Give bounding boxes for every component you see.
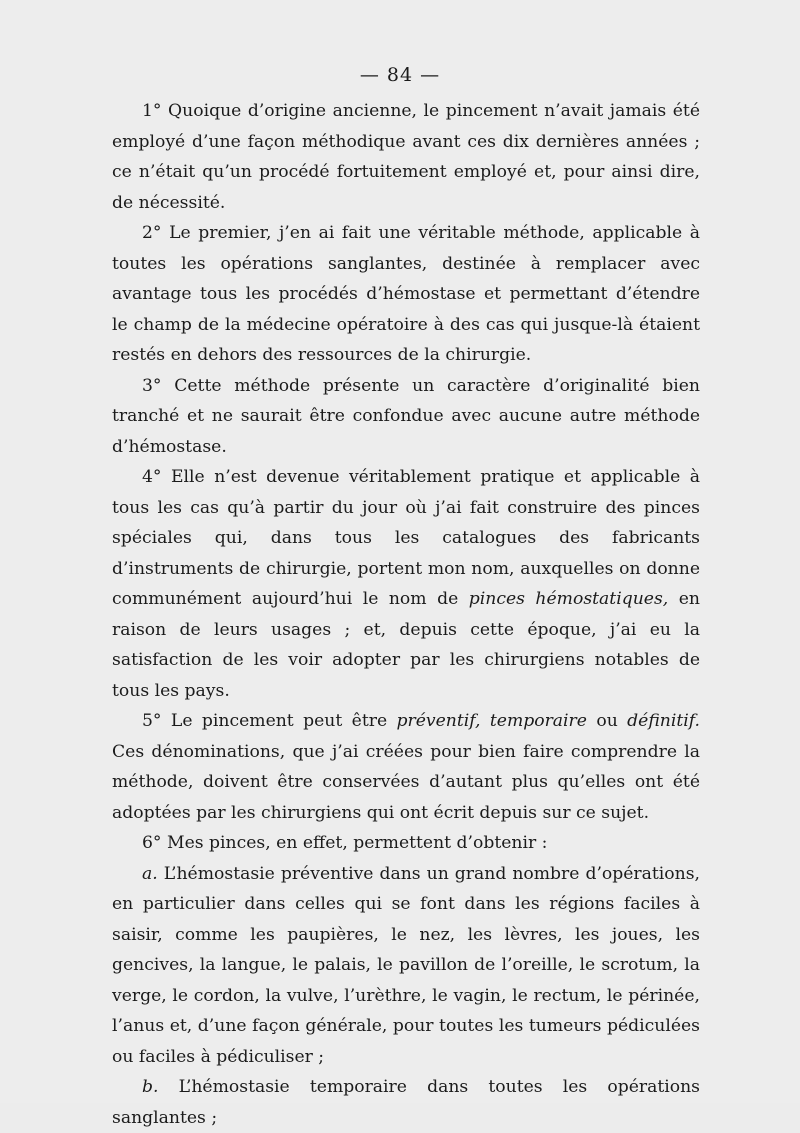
paragraph-3: 3° Cette méthode présente un caractère d’originalité bien tranché et ne saurait être confondue avec aucune autre méthode d’hémostase. <box>112 375 700 457</box>
paragraph-4-text: 4° Elle n’est devenue véritablement pratique et applicable à tous les cas qu’à partir du jour où j’ai fait construire des pinces spéciales qui, dans tous les catalogues des fabricants d’instruments de chirurgie, portent mon nom, auxquelles on donne communément aujourd’hui le nom de <box>112 467 700 609</box>
list-item-a <box>112 859 700 1073</box>
paragraph-5-text-end: Ces dénominations, que j’ai créées pour bien faire comprendre la méthode, doivent être conservées d’autant plus qu’elles ont été adoptées par les chirurgiens qui ont écrit depuis sur ce sujet. <box>112 741 700 823</box>
list-item-b-letter: b. <box>142 1077 159 1097</box>
paragraph-4 <box>112 462 700 706</box>
paragraph-5-middle: ou <box>586 711 628 731</box>
list-item-a-letter: a. <box>142 863 158 884</box>
list-item-b-text: L’hémostasie temporaire dans toutes les opérations sanglantes ; <box>112 1077 700 1128</box>
paragraph-5-italic-1: préventif, temporaire <box>396 711 587 731</box>
paragraph-4-italic: pinces hémostatiques, <box>468 589 669 609</box>
paragraph-5-text: 5° Le pincement peut être <box>142 711 397 731</box>
paragraph-6: 6° Mes pinces, en effet, permettent d’obtenir : <box>142 833 548 853</box>
list-item-a-text: L’hémostasie préventive dans un grand nombre d’opérations, en particulier dans celles qui se font dans les régions faciles à saisir, comme les paupières, le nez, les lèvres, les joues, les gencives, la langue, le palais, le pavillon de l’oreille, le scrotum, la verge, le cordon, la vulve, l’urèthre, le vagin, le rectum, le périnée, l’anus et, d’une façon générale, pour toutes les tumeurs pédiculées ou faciles à pédiculiser ; <box>112 863 700 1067</box>
paragraph-2: 2° Le premier, j’en ai fait une véritable méthode, applicable à toutes les opérations sanglantes, destinée à remplacer avec avantage tous les procédés d’hémostase et permettant d’étendre le champ de la médecine opératoire à des cas qui jusque-là étaient restés en dehors des ressources de la chirurgie. <box>112 223 700 365</box>
paragraph-4-text-end: en raison de leurs usages ; et, depuis cette époque, j’ai eu la satisfaction de les voir adopter par les chirurgiens notables de tous les pays. <box>112 589 700 701</box>
page-body <box>112 96 700 1133</box>
paragraph-1: 1° Quoique d’origine ancienne, le pincement n’avait jamais été employé d’une façon méthodique avant ces dix dernières années ; ce n’était qu’un procédé fortuitement employé et, pour ainsi dire, de nécessité. <box>112 101 700 213</box>
paragraph-5-italic-2: définitif. <box>627 711 700 731</box>
page-number: — 84 — <box>359 64 441 86</box>
paragraph-5 <box>112 706 700 828</box>
